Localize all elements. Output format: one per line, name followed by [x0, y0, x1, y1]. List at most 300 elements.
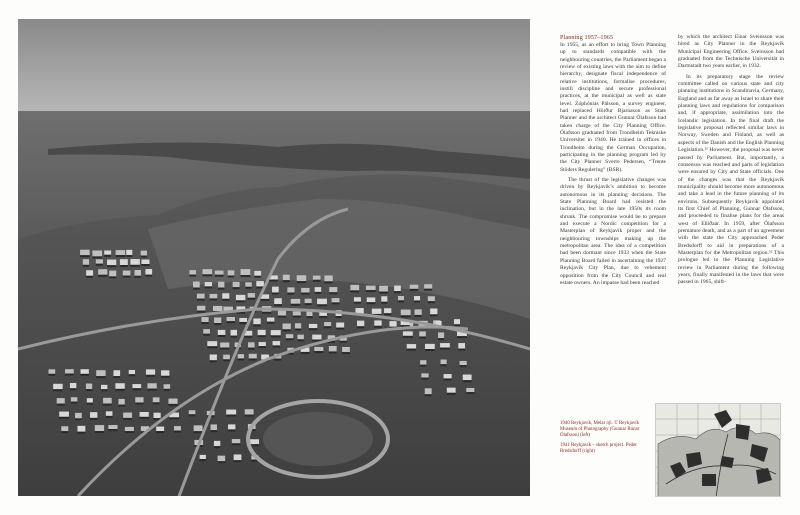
house-shadow — [147, 389, 156, 391]
house-shadow — [283, 280, 290, 282]
house-shadow — [98, 275, 107, 277]
house-shadow — [379, 292, 388, 294]
house-shadow — [83, 265, 89, 267]
house-shadow — [141, 256, 147, 258]
house — [245, 409, 254, 414]
sketch-map-graphic — [656, 404, 781, 497]
house — [228, 424, 235, 429]
house — [194, 425, 203, 431]
house-shadow — [419, 336, 426, 338]
house-shadow — [245, 415, 254, 417]
house — [389, 321, 396, 327]
house — [57, 398, 65, 404]
house — [215, 271, 224, 275]
house — [248, 342, 255, 347]
house — [189, 410, 196, 414]
house-shadow — [319, 316, 327, 318]
house-shadow — [80, 374, 88, 376]
house — [154, 413, 161, 418]
house-shadow — [106, 416, 113, 418]
house — [463, 375, 472, 381]
house — [145, 269, 152, 275]
house — [366, 286, 376, 290]
house-shadow — [194, 431, 203, 433]
house-shadow — [274, 359, 281, 361]
house-shadow — [53, 389, 62, 391]
house-shadow — [278, 316, 286, 318]
house-shadow — [248, 348, 255, 350]
house-shadow — [218, 461, 226, 463]
house — [271, 330, 281, 335]
house — [83, 259, 89, 265]
house — [104, 250, 111, 254]
house — [147, 383, 156, 388]
house-shadow — [95, 431, 104, 433]
house — [161, 370, 169, 376]
house-shadow — [286, 338, 293, 340]
house — [96, 370, 105, 376]
house-shadow — [306, 316, 312, 318]
house-shadow — [463, 380, 472, 382]
house — [203, 329, 210, 334]
house-shadow — [123, 276, 131, 278]
house — [197, 306, 205, 311]
house — [86, 270, 93, 276]
house-shadow — [324, 281, 332, 283]
house-shadow — [116, 255, 126, 257]
house-shadow — [297, 339, 303, 341]
house — [146, 369, 155, 374]
house — [329, 287, 337, 292]
house-shadow — [460, 365, 467, 367]
house-shadow — [414, 300, 420, 302]
house-shadow — [86, 276, 93, 278]
house — [120, 259, 128, 265]
house-shadow — [354, 302, 361, 304]
house — [233, 282, 240, 287]
house — [210, 354, 217, 360]
house-shadow — [218, 288, 224, 290]
house — [460, 361, 467, 365]
house-shadow — [258, 335, 266, 337]
house — [425, 344, 435, 349]
house-shadow — [126, 255, 132, 257]
house — [407, 344, 416, 349]
house — [87, 398, 93, 402]
house — [141, 251, 147, 256]
house — [458, 343, 465, 349]
house-shadow — [210, 360, 217, 362]
house-shadow — [164, 389, 170, 391]
house — [403, 331, 413, 335]
house-shadow — [268, 280, 277, 282]
house-shadow — [80, 255, 90, 257]
house — [218, 330, 226, 335]
house-shadow — [203, 274, 213, 276]
house — [440, 343, 450, 347]
house-shadow — [197, 311, 205, 313]
house — [135, 397, 143, 402]
house — [108, 425, 117, 429]
house — [168, 399, 177, 404]
house-shadow — [357, 326, 364, 328]
house — [441, 360, 447, 365]
house — [317, 299, 327, 305]
house-shadow — [407, 349, 416, 351]
house-shadow — [410, 289, 419, 291]
house — [222, 293, 229, 299]
house-shadow — [120, 265, 128, 267]
house-shadow — [425, 394, 432, 396]
house — [61, 426, 68, 431]
article-text — [560, 34, 785, 404]
house — [59, 412, 69, 417]
section-heading: Planning 1957–1965 — [560, 34, 614, 41]
house — [424, 284, 432, 288]
house-shadow — [324, 326, 331, 328]
house-shadow — [457, 336, 467, 338]
house-shadow — [340, 341, 347, 343]
house-shadow — [336, 316, 342, 318]
house-shadow — [168, 404, 177, 406]
house — [164, 384, 170, 389]
house — [291, 299, 300, 304]
house-shadow — [92, 256, 102, 258]
house-shadow — [342, 352, 350, 354]
house-shadow — [238, 358, 244, 360]
house — [283, 324, 291, 330]
house — [213, 306, 222, 311]
house-shadow — [305, 303, 312, 305]
house — [77, 426, 85, 432]
house — [107, 260, 116, 266]
house — [312, 335, 321, 340]
house — [103, 398, 112, 404]
house — [106, 411, 113, 416]
house — [354, 297, 361, 301]
house — [305, 299, 312, 303]
house-shadow — [211, 430, 217, 432]
house-shadow — [86, 389, 92, 391]
house — [329, 346, 337, 351]
figure-captions — [560, 421, 652, 459]
house — [278, 310, 286, 315]
house-shadow — [421, 378, 428, 380]
house — [301, 288, 309, 293]
house-shadow — [193, 288, 200, 290]
house-shadow — [218, 335, 226, 337]
house — [236, 295, 245, 300]
house — [379, 286, 388, 292]
house — [398, 296, 404, 300]
house-shadow — [118, 405, 124, 407]
house — [315, 287, 321, 292]
house-shadow — [228, 275, 235, 277]
house-shadow — [104, 255, 111, 257]
house — [126, 250, 132, 255]
house — [129, 370, 135, 374]
house-shadow — [108, 429, 117, 431]
house-shadow — [454, 324, 460, 326]
house — [342, 347, 350, 352]
house — [367, 297, 376, 302]
house — [75, 413, 82, 419]
house — [238, 354, 244, 358]
house — [350, 285, 359, 291]
house-shadow — [250, 444, 259, 446]
house-shadow — [420, 365, 426, 367]
house-shadow — [101, 389, 107, 391]
house-shadow — [197, 299, 205, 301]
house-shadow — [283, 329, 291, 331]
house-shadow — [222, 299, 229, 301]
caption-photo: 1940 Reykjavík, Melar ojl. © Reykjavík Museum of Photography (Gunnar Rúnar Ólafsson) (left) — [560, 421, 640, 439]
house — [65, 369, 74, 373]
house-shadow — [350, 290, 359, 292]
house — [248, 293, 255, 298]
house — [226, 410, 236, 415]
house — [253, 318, 260, 324]
house-shadow — [295, 328, 301, 330]
house — [254, 271, 261, 276]
house-shadow — [226, 415, 236, 417]
house — [466, 388, 474, 392]
house — [130, 259, 139, 265]
house — [226, 317, 234, 321]
house-shadow — [267, 322, 274, 324]
house — [48, 369, 55, 374]
house — [98, 269, 107, 275]
house-shadow — [48, 374, 55, 376]
house — [218, 282, 224, 288]
house-shadow — [466, 392, 474, 394]
house — [205, 282, 212, 286]
house — [394, 286, 401, 292]
house — [454, 319, 460, 324]
house-shadow — [415, 315, 422, 317]
house — [214, 441, 220, 446]
house — [438, 332, 444, 338]
house — [220, 343, 229, 348]
house-shadow — [141, 264, 149, 266]
house-shadow — [245, 287, 252, 289]
sky — [18, 19, 530, 114]
house-shadow — [200, 459, 206, 461]
map-landmass — [658, 427, 780, 497]
house — [309, 324, 317, 328]
house-shadow — [438, 338, 444, 340]
house-shadow — [96, 264, 103, 266]
house — [109, 271, 116, 277]
house-shadow — [384, 313, 391, 315]
house — [414, 296, 420, 300]
house-shadow — [71, 402, 77, 404]
house-shadow — [329, 351, 337, 353]
house-shadow — [231, 336, 237, 338]
house — [153, 397, 160, 402]
paragraph: In its preparatory stage the review committee called on various state and city planning institutions in Scandinavia, Germany, England and as far away as Israel to share their planning laws and regulations for comparison and, if appropriate, assimilation into the Icelandic legislation. In the final draft the legislative proposal reflected similar laws in Norway, Sweden and Finland, as well as aspects of the Danish and the English Planning Legislation.³¹ However, the proposal was never passed by Parliament. But, importantly, a consensus was reached and parts of legislation were ensured by City and State officials. One of the changes was that the Reykjavík municipality should become more autonomous and take a lead in the future planning of its environs. Subsequently Reykjavík appointed its first Chief of Planning, Gunnar Ólafsson, and proceeded to finalise plans for the areas west of Elliðaár. In 1959, after Ólafsson premature death, and as a part of an agreement with the state the City approached Peder Bredsdorff to aid in preparations of a Masterplan for the Metropolitan region.³² This prologue led to the Planning Legislative review in Parliament during the following years, finally manifested in the laws that were passed in 1965, shift- — [678, 73, 784, 286]
house-shadow — [243, 336, 252, 338]
house — [324, 275, 332, 281]
house-shadow — [309, 328, 317, 330]
house-shadow — [215, 275, 224, 277]
house-shadow — [441, 364, 447, 366]
house — [96, 259, 103, 263]
house-shadow — [140, 417, 149, 419]
house — [80, 250, 90, 255]
house-shadow — [146, 375, 155, 377]
text-column-right — [678, 34, 784, 290]
house — [286, 334, 293, 338]
house-shadow — [367, 302, 376, 304]
house — [444, 374, 452, 378]
house — [401, 310, 411, 316]
house-shadow — [207, 346, 217, 348]
house-shadow — [313, 280, 321, 282]
house-shadow — [236, 300, 245, 302]
house-shadow — [109, 276, 116, 278]
house — [156, 427, 164, 431]
house-shadow — [205, 286, 212, 288]
aerial-photo — [18, 19, 530, 496]
house-shadow — [425, 349, 435, 351]
house — [80, 369, 88, 374]
house-shadow — [444, 378, 452, 380]
house — [381, 296, 387, 301]
house — [116, 250, 126, 255]
house — [125, 427, 134, 431]
house-shadow — [233, 287, 240, 289]
house — [90, 412, 97, 418]
house — [207, 341, 217, 346]
house-shadow — [293, 316, 301, 318]
house — [313, 276, 321, 280]
house — [200, 455, 206, 459]
house-shadow — [174, 431, 181, 433]
house — [71, 397, 77, 401]
roundabout-centre — [263, 412, 373, 466]
house — [430, 308, 437, 314]
house-shadow — [70, 388, 76, 390]
house-shadow — [161, 376, 169, 378]
aerial-photo-graphic — [18, 19, 530, 496]
house-shadow — [271, 335, 281, 337]
house — [228, 270, 235, 275]
house-shadow — [458, 349, 465, 351]
house — [118, 399, 124, 405]
house-shadow — [315, 292, 321, 294]
house — [447, 388, 456, 393]
house — [115, 383, 124, 389]
house-shadow — [130, 265, 139, 267]
house — [101, 385, 107, 389]
house-shadow — [87, 403, 93, 405]
house-shadow — [103, 404, 112, 406]
house-shadow — [234, 460, 242, 462]
house — [295, 323, 301, 328]
house-shadow — [440, 348, 450, 350]
house-shadow — [214, 323, 221, 325]
house — [332, 298, 340, 302]
paragraph: The thrust of the legislative changes was driven by Reykjavík’s ambition to become autonomous in its planning decisions. The State Planning Board had resisted the inclination, but in the late 1950s its room shrunk. The compromise would be to prepare and execute a Nordic competition for a Masterplan of Reykjavík proper and the neighbouring townships making up the metropolitan area. The idea of a competition had been dormant since 1933 when the State Planning Board failed in ascertaining the 1927 Reykjavík City Plan, due to vehement opposition from the City Council and real estate owners. An impasse had been reached — [560, 177, 666, 286]
house-shadow — [259, 346, 266, 348]
house-shadow — [301, 293, 309, 295]
house — [415, 309, 422, 315]
house-shadow — [145, 275, 152, 277]
house-shadow — [125, 431, 134, 433]
house — [293, 311, 301, 315]
house — [214, 317, 221, 323]
house-shadow — [260, 299, 269, 301]
house-shadow — [210, 298, 218, 300]
house-shadow — [297, 281, 307, 283]
house — [201, 317, 208, 322]
house — [132, 384, 141, 388]
house-shadow — [132, 388, 141, 390]
house — [259, 342, 266, 346]
house — [123, 413, 132, 418]
house — [245, 282, 252, 286]
house-shadow — [332, 302, 340, 304]
house — [256, 281, 264, 286]
house-shadow — [287, 293, 294, 295]
house-shadow — [428, 301, 435, 303]
text-column-left — [560, 34, 666, 290]
house-shadow — [90, 418, 97, 420]
house-shadow — [291, 304, 300, 306]
house-shadow — [135, 403, 143, 405]
house-shadow — [239, 322, 247, 324]
house-shadow — [75, 418, 82, 420]
house-shadow — [123, 418, 132, 420]
house-shadow — [394, 291, 401, 293]
house-shadow — [61, 431, 68, 433]
house-shadow — [153, 402, 160, 404]
house-shadow — [272, 292, 279, 294]
house — [314, 347, 323, 351]
house — [92, 250, 102, 256]
house — [241, 269, 251, 275]
house-shadow — [223, 359, 230, 361]
house — [211, 424, 217, 430]
house — [231, 330, 237, 336]
house — [141, 259, 149, 264]
house — [410, 285, 419, 289]
house-shadow — [398, 300, 404, 302]
house — [232, 439, 240, 443]
house-shadow — [262, 312, 271, 314]
house-shadow — [114, 376, 121, 378]
house-shadow — [424, 289, 432, 291]
house — [123, 271, 131, 276]
house — [234, 454, 242, 460]
house-shadow — [115, 389, 124, 391]
house — [372, 309, 382, 314]
house-shadow — [228, 429, 235, 431]
house-shadow — [254, 276, 261, 278]
house-shadow — [447, 393, 456, 395]
house — [425, 388, 432, 394]
house-shadow — [253, 324, 260, 326]
house — [273, 341, 281, 345]
house — [250, 439, 259, 444]
house-shadow — [274, 304, 282, 306]
house-shadow — [189, 414, 196, 416]
house-shadow — [226, 321, 234, 323]
paragraph: In 1955, as an effort to bring Town Planning up to standards compatible with the neighbouring countries, the Parliament began a review of existing laws with the aim to define hierarchy, designate fiscal independence of relative institutions, formalise procedures, instill discipline and secure professional practices, at the municipal as well as state level. Zóphónías Pálsson, a survey engineer, had replaced Hörður Bjarnason as State Planner and the architect Gunnar Ólafsson had taken charge of the City Planning Office. Ólafsson graduated from Trondheim Tekniske Universitet in 1940. He trained in offices in Trondheim during the German Occupation, participating in the planning program led by the City Planner Sverre Pedersen, “Trente Stöders Regulering” (BSR). — [560, 41, 666, 173]
house-shadow — [403, 336, 413, 338]
house-shadow — [317, 304, 327, 306]
